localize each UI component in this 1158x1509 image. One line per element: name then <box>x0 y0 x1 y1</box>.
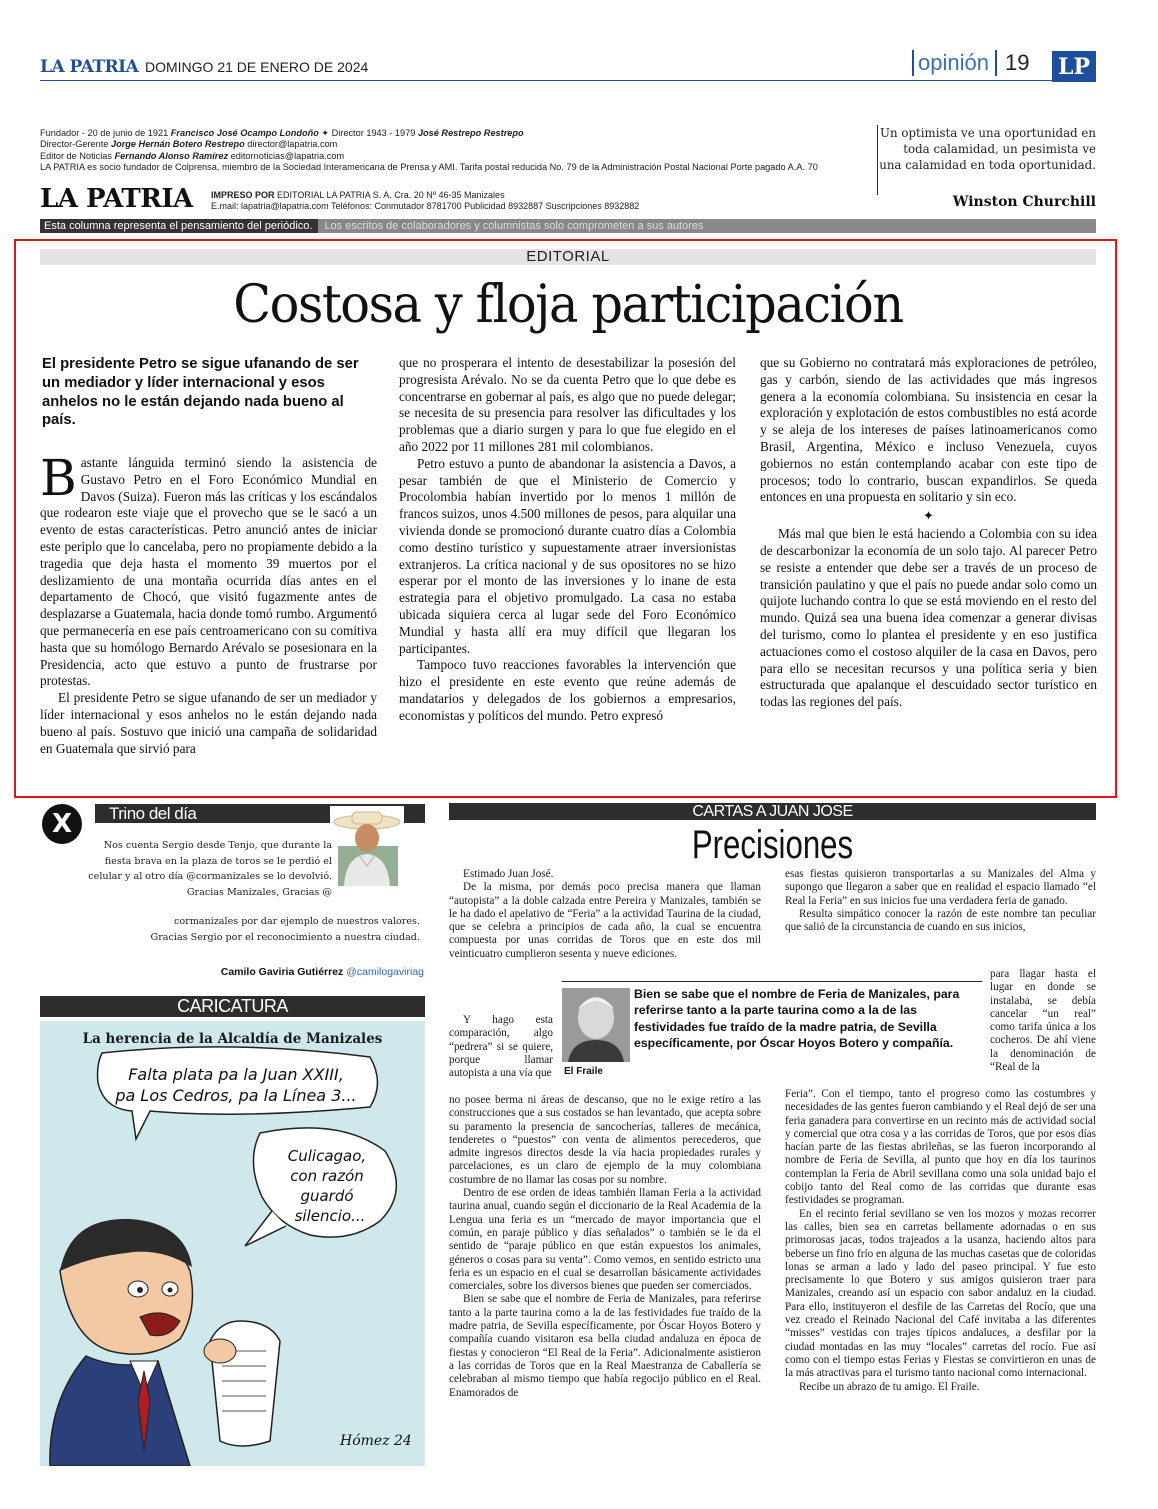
printer-contacts: E.mail: lapatria@lapatria.com Teléfonos: Conmutador 8781700 Publicidad 8932887 Suscripciones 8932882 <box>211 201 640 211</box>
columnist-caption: El Fraile <box>564 1066 603 1077</box>
trino-author-name: Camilo Gaviria Gutiérrez <box>220 966 347 978</box>
trino-author-photo <box>330 806 404 886</box>
credit-label: Director-Gerente <box>40 139 111 150</box>
cartas-column-1-bottom <box>449 1094 761 1400</box>
lp-badge: LP <box>1052 51 1096 82</box>
issue-date: DOMINGO 21 DE ENERO DE 2024 <box>145 59 369 75</box>
newspaper-logo: LA PATRIA <box>40 57 139 77</box>
trino-text: Nos cuenta Sergio desde Tenjo, que durante la fiesta brava en la plaza de toros se le perdió el celular y al otro día @cormanizales se lo devolvió. Gracias Manizales, Gracias @ <box>88 840 332 898</box>
trino-header: Trino del día <box>95 804 425 823</box>
editorial-paragraph: que no prosperara el intento de desestabilizar la posesión del progresista Arévalo. No se da cuenta Petro que lo que debe es concentrarse en gobernar al país, es algo que no puede delegar; se necesita de su presencia para resolver las dificultades y los problemas que a diario surgen y para lo que fue elegido en el año 2022 por 11 millones 281 mil colombianos. <box>399 355 736 454</box>
cartas-paragraph: Bien se sabe que el nombre de Feria de Manizales, para referirse tanto a la parte taurina como a la de las festividades fue traído de la madre patria, de Sevilla específicamente, por Óscar Hoyos Botero y compañía cuando visitaron esa bella ciudad andaluza en época de fiestas y conocieron “El Real de la Feria”. Adicionalmente asistieron a las corridas de Toros que en la Real Maestranza de Caballería se celebraban al mismo tiempo que había regocijo público en el Real. Enamorados de <box>449 1293 761 1399</box>
quote-author: Winston Churchill <box>952 194 1096 210</box>
director-gerente-name: Jorge Hernán Botero Restrepo <box>110 139 245 150</box>
cartas-paragraph: Dentro de ese orden de ideas también llaman Feria a la actividad taurina anual, cuando según el diccionario de la Real Academia de la Lengua una feria es un “mercado de mayor importancia que el común, en paraje público y días señalados” o también se le da el sentido de “paraje público en que están expuestos los animales, géneros o cosas para su venta”. Como vemos, en sentido estricto una feria es un espacio en el cual se desarrollan básicamente actividades comerciales, sobre los diversos bienes que pueden ser comerciados. <box>449 1187 761 1293</box>
editorial-lead: El presidente Petro se sigue ufanando de ser un mediador y líder internacional y esos anhelos no le están dejando nada bueno al país. <box>42 356 359 429</box>
columnist-photo <box>562 988 630 1062</box>
editorial-paragraph <box>40 449 377 690</box>
editorial-label: EDITORIAL <box>40 249 1096 265</box>
bubble-2-line-3: guardó <box>300 1187 354 1205</box>
bubble-1-line-2: pa Los Cedros, pa la Línea 3... <box>115 1086 357 1105</box>
cartas-title: Precisiones <box>691 823 854 867</box>
cartas-salutation: Estimado Juan José. <box>463 868 554 880</box>
editorial-title: Costosa y floja participación <box>233 275 903 335</box>
cartas-column-2-top <box>785 868 1096 934</box>
cartas-paragraph: esas fiestas quisieron transportarlas a su Manizales del Alma y supongo que llegaron a saber que en realidad el espacio llamado “el Real la Feria” en sus inicios fue una verdadera feria de ganado. <box>785 868 1096 907</box>
cartas-paragraph: para llagar hasta el lugar en donde se instalaba, se debía cancelar “un real” como tarifa única a los cocheros. De ahí viene la denominación de “Real de la <box>990 968 1096 1074</box>
director-name: José Restrepo Restrepo <box>417 128 524 138</box>
section-tag <box>912 50 1037 76</box>
editorial-paragraph: El presidente Petro se sigue ufanando de ser un mediador y líder internacional y esos anhelos no le están dejando nada bueno al país. Sostuvo que inició una campaña de solidaridad en Guatemala que sirvió para <box>40 690 377 756</box>
bubble-1-line-1: Falta plata pa la Juan XXIII, <box>128 1065 344 1084</box>
bubble-2-line-2: con razón <box>290 1167 364 1185</box>
cartas-paragraph: no posee berma ni áreas de descanso, que no le exige retiro a las construcciones que a sus costados se han levantado, que acepta sobre su paramento la presencia de sancocherías, talleres de mecánica, tenderetes o “puestos” con venta de alimentos perecederos, que admite ingresos directos desde la vía hacia propiedades rurales y parcelaciones, es un claro de ejemplo de la muy colombiana costumbre de no llamar las cosas por su nombre. <box>449 1094 761 1186</box>
cartas-paragraph: De la misma, por demás poco precisa manera que llaman “autopista” a la doble calzada entre Pereira y Manizales, también se le ha dado el apelativo de “Feria” a la actividad Taurina de la ciudad, que se celebra a principios de cada año, la cual se encuentra compuesta por unas corridas de Toros que en este dos mil veinticuatro cumplieron sesenta y nueve ediciones. <box>449 881 761 960</box>
trino-text <box>110 914 420 945</box>
editorial-paragraph: Petro estuvo a punto de abandonar la asistencia a Davos, a pesar también de que el Ministerio de Comercio y Procolombia habían invertido por lo menos 1 millón de francos suizos, unos 4.500 millones de pesos, para alquilar una vivienda donde se promocionó durante cuatro días a Colombia como destino turístico y supuestamente atraer inversionistas extranjeros. La crítica nacional y de sus opositores no se hizo esperar por el monto de las inversiones y lo inane de esta estrategia para el objetivo promulgado. La casa no estaba ubicada siquiera cerca al lugar sede del Foro Económico Mundial y hasta allí era muy difícil que llegaran los participantes. <box>399 455 736 656</box>
header-rule <box>40 80 1096 81</box>
policy-left: Esta columna representa el pensamiento del periódico. <box>40 219 318 233</box>
cartas-paragraph: Recibe un abrazo de tu amigo. El Fraile. <box>799 1380 980 1393</box>
bubble-2-line-4: silencio... <box>294 1207 366 1225</box>
diamond-separator-icon: ✦ <box>923 508 934 524</box>
cartas-paragraph: Resulta simpático conocer la razón de este nombre tan peculiar que salió de la circunstancia de cuando en sus inicios, <box>785 907 1096 934</box>
paragraph-text: astante lánguida terminó siendo la asistencia de Gustavo Petro en el Foro Económico Mundial en Davos (Suiza). Fueron más las críticas y los escándalos que rodearon este viaje que el provecho que se le sacó a un evento de estas características. Petro anunció antes de iniciar este periplo que lo cancelaba, pero no propiamente debido a la tragedia que deja hasta el momento 39 muertos por el deslizamiento de una montaña ocurrida días antes en el departamento de Chocó, que visitó fugazmente antes de desplazarse a Guatemala, hacia donde tomó rumbo. Argumentó que permanecería en ese país centroamericano con su comitiva hasta que su homólogo Bernardo Arévalo se posesionara en la Presidencia, acto que estuvo a punto de frustrarse por protestas. <box>40 455 377 689</box>
credits-line <box>40 139 840 150</box>
credit-label: Editor de Noticias <box>40 150 115 161</box>
cartas-column-1-top <box>449 868 761 961</box>
cartas-column-2-bottom <box>785 1088 1096 1394</box>
credit-label: ✦ Director 1943 - 1979 <box>318 128 418 138</box>
cartoon-character <box>50 1219 280 1466</box>
masthead-title: LA PATRIA <box>40 184 193 214</box>
trino-line: Gracias Sergio por el reconocimiento a nuestra ciudad. <box>150 931 420 943</box>
cartas-paragraph: Feria”. Con el tiempo, tanto el progreso como las costumbres y necesidades de las gentes fueron cambiando y el Real dejó de ser una feria ganadera para convertirse en un recinto más de actividad social y comercial que otra cosa y a las corridas de Toros, que por esos días hacían parte de las fiestas abrileñas, se las fueron incorporando al nombre de Feria de Sevilla, al punto que hoy en día los taurinos contemplan la Feria de Abril sevillana como una sola unidad bajo el cobijo tanto del Real como de las corridas que durante esas festividades se programan. <box>785 1088 1096 1207</box>
editorial-column-2 <box>399 355 736 725</box>
pull-quote-text: Bien se sabe que el nombre de Feria de Manizales, para referirse tanto a la parte taurina como a la de las festividades fue traído de la madre patria, de Sevilla específicamente, por Óscar Hoyos Botero y compañía. <box>634 987 960 1051</box>
cartas-paragraph: Y hago esta comparación, algo “pedrera” si se quiere, porque llamar autopista a una vía que <box>449 1014 553 1080</box>
editorial-paragraph: Más mal que bien le está haciendo a Colombia con su idea de descarbonizar la economía de un solo tajo. Al parecer Petro se resiste a entender que debe ser a través de un proceso de transición paulatino y que el país no puede andar solo como un quijote luchando contra lo que se está moviendo en el resto del mundo. Quizá sea una buena idea comenzar a generar divisas del turismo, como lo plantea el presidente y en eso justifica actuaciones como el costoso alquiler de la casa en Davos, pero para ello se necesitan recursos y una política seria y bien estructurada que apalanque el descuidado sector turístico en todas las regiones del país. <box>760 526 1097 710</box>
cartoon-title: La herencia de la Alcaldía de Manizales <box>82 1031 383 1047</box>
caricatura-header: CARICATURA <box>40 996 425 1017</box>
cartas-paragraph: En el recinto ferial sevillano se ven los mozos y mozas recorrer las calles, bien sea en carretas bellamente adornadas o en sus primorosas jacas, todos trajeados a la usanza, haciendo altos para beberse un fino frío en alguna de las muchas casetas que de coloridas lonas se arman a lado y lado del paseo principal. Y fue esto precisamente lo que Botero y sus amigos quisieron traer para Manizales, creando así un espacio con sabor andaluz en la ciudad. Para ello, instituyeron el desfile de las Carretas del Rocío, que una vez creado el Reinado Nacional del Café invitaba a las diferentes “misses” vestidas con trajes típicos andaluces, a desfilar por la ciudad montadas en las muy “locales” carretas del rocío. Fue así como con el tiempo estas Ferias y Fiestas se convirtieron en unas de la más atractivas para el turismo tanto nacional como internacional. <box>785 1207 1096 1380</box>
cartoon-panel <box>40 1021 425 1466</box>
editorial-paragraph: que su Gobierno no contratará más exploraciones de petróleo, gas y carbón, siendo de las actividades que más ingresos genera a la economía colombiana. Su insistencia en cesar la exploración y explotación de estos combustibles no está acorde y se aleja de los intereses de países latinoamericanos como Brasil, Argentina, México e incluso Venezuela, cuyos gobiernos no están contemplando acabar con este tipo de procesos; todo lo contrario, buscan expandirlos. Se queda entonces en una propuesta en solitario y sin eco. <box>760 355 1097 505</box>
trino-author <box>160 966 424 978</box>
founder-name: Francisco José Ocampo Londoño <box>170 128 319 138</box>
editorial-column-3 <box>760 355 1097 711</box>
section-name: opinión <box>918 50 989 75</box>
cartas-column-1-narrow <box>449 1014 553 1080</box>
trino-handle[interactable]: @camilogaviriag <box>346 966 424 978</box>
pull-quote-box <box>562 981 982 1079</box>
bubble-2-line-1: Culicagao, <box>287 1147 367 1165</box>
trino-line: cormanizales por dar ejemplo de nuestros valores. <box>173 916 420 927</box>
editorial-paragraph: Tampoco tuvo reacciones favorables la intervención que hizo el presidente en este evento que reúne además de mandatarios y delegados de los gobiernos a empresarios, economistas y políticos del mundo. Petro expresó <box>399 657 736 723</box>
director-email[interactable]: director@lapatria.com <box>244 139 338 150</box>
printer-info <box>211 190 639 212</box>
editor-name: Fernando Alonso Ramírez <box>114 150 229 161</box>
cartoon-illustration <box>40 1021 425 1466</box>
credit-label: Fundador - 20 de junio de 1921 <box>40 128 171 138</box>
credits-line: LA PATRIA es socio fundador de Colprensa, miembro de la Sociedad Interamericana de Prensa y AMI. Tarifa postal reducida No. 79 de la Administración Postal Nacional Porte pagado A.A. 70 <box>40 161 818 172</box>
x-logo-icon: X <box>42 804 82 844</box>
cartas-column-2-narrow <box>990 968 1096 1074</box>
editorial-column-1 <box>40 449 377 757</box>
cartoon-signature: Hómez 24 <box>340 1433 412 1449</box>
printer-address: EDITORIAL LA PATRIA S. A. Cra. 20 Nº 46-35 Manizales <box>274 190 505 200</box>
quote-text: Un optimista ve una oportunidad en toda calamidad, un pesimista ve una calamidad en toda oportunidad. <box>879 126 1096 172</box>
masthead-credits <box>40 128 840 173</box>
editorial-policy-bar <box>40 219 1096 233</box>
credits-line <box>40 128 840 139</box>
page-number: 19 <box>1004 50 1030 75</box>
editor-email[interactable]: editornoticias@lapatria.com <box>228 150 345 161</box>
drop-cap: B <box>40 449 77 507</box>
printer-label: IMPRESO POR <box>211 190 275 200</box>
quote-box <box>877 125 1096 195</box>
credits-line <box>40 151 840 162</box>
cartas-header: CARTAS A JUAN JOSE <box>449 803 1096 820</box>
policy-right: Los escritos de colaboradores y columnistas solo comprometen a sus autores <box>324 220 704 232</box>
